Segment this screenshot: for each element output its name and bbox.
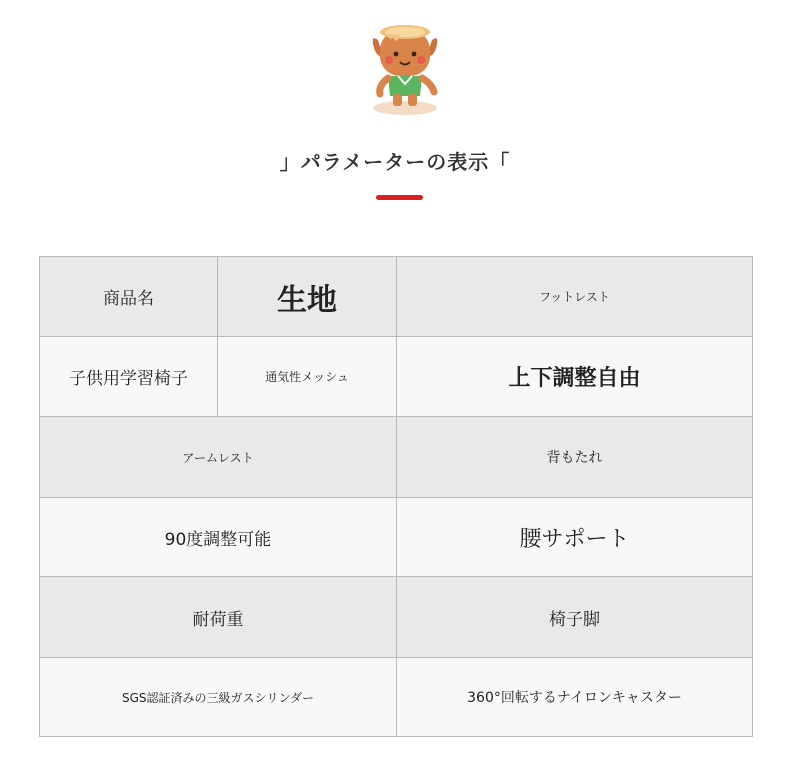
- param-value-load-capacity: SGS認証済みの三級ガスシリンダー: [40, 658, 397, 736]
- mascot-illustration: [360, 20, 450, 120]
- param-label-product-name: 商品名: [40, 257, 218, 337]
- section-title: 」パラメーターの表示「: [279, 150, 511, 174]
- param-label-chair-legs: 椅子脚: [397, 577, 752, 658]
- param-value-footrest: 上下調整自由: [397, 337, 752, 417]
- param-label-backrest: 背もたれ: [397, 417, 752, 498]
- param-label-armrest: アームレスト: [40, 417, 397, 498]
- param-value-chair-legs: 360°回転するナイロンキャスター: [397, 658, 752, 736]
- param-value-armrest: 90度調整可能: [40, 498, 397, 577]
- param-value-backrest: 腰サポート: [397, 498, 752, 577]
- param-value-fabric: 通気性メッシュ: [218, 337, 397, 417]
- param-label-fabric: 生地: [218, 257, 397, 337]
- title-underline: [376, 195, 423, 200]
- parameter-table: [39, 256, 753, 737]
- param-value-product-name: 子供用学習椅子: [40, 337, 218, 417]
- param-label-footrest: フットレスト: [397, 257, 752, 337]
- param-label-load-capacity: 耐荷重: [40, 577, 397, 658]
